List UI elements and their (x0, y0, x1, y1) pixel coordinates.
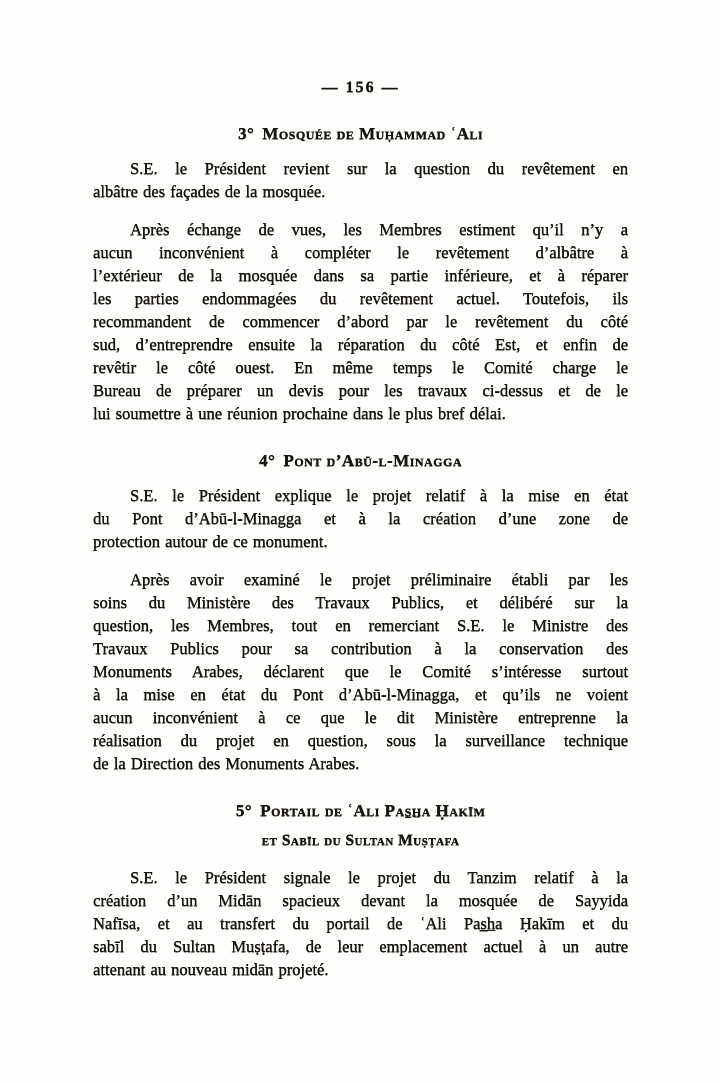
section-pont-abu-l-minagga (93, 449, 628, 775)
text-line: lui soumettre à une réunion prochaine dans le plus bref délai. (93, 404, 506, 423)
section-number: 5° (235, 801, 253, 820)
text-line: protection autour de ce monument. (93, 532, 328, 551)
text-line: S.E. le Président explique le projet relatif à la mise en état (130, 486, 628, 505)
section-number: 4° (259, 451, 276, 470)
text-line: réalisation du projet en question, sous la surveillance technique (93, 731, 628, 750)
text-line: l’extérieur de la mosquée dans sa partie inférieure, et à réparer (93, 266, 628, 285)
text-line: soins du Ministère des Travaux Publics, et délibéré sur la (93, 593, 628, 612)
text-line: albâtre des façades de la mosquée. (93, 182, 326, 201)
paragraph (93, 866, 628, 981)
section-heading (93, 122, 628, 146)
text-line: aucun inconvénient à compléter le revêtement d’albâtre à (93, 243, 628, 262)
section-title: Mosquée de Muḥammad ʿAli (262, 124, 484, 143)
text-line: aucun inconvénient à ce que le dit Ministère entreprenne la (93, 708, 628, 727)
text-line: Travaux Publics pour sa contribution à la conservation des (93, 639, 628, 658)
paragraph (93, 568, 628, 775)
text-line: Nafīsa, et au transfert du portail de ʿAli Pas̲h̲a Ḥakīm et du (93, 914, 628, 933)
section-mosquee-muhammad-ali (93, 122, 628, 425)
text-line: sabīl du Sultan Muṣṭafa, de leur emplacement actuel à un autre (93, 937, 628, 956)
section-portail-ali-pasha-hakim (93, 799, 628, 981)
paragraph (93, 218, 628, 425)
section-heading (93, 799, 628, 823)
section-heading (93, 449, 628, 473)
text-line: S.E. le Président revient sur la question du revêtement en (130, 159, 628, 178)
page-number: — 156 — (321, 79, 400, 96)
section-title: Portail de ʿAli Pas̲h̲a Ḥakīm (260, 801, 486, 820)
text-line: sud, d’entreprendre ensuite la réparation du côté Est, et enfin de (93, 335, 628, 354)
paragraph (93, 157, 628, 203)
text-line: S.E. le Président signale le projet du Tanzim relatif à la (130, 868, 628, 887)
text-line: Bureau de préparer un devis pour les travaux ci-dessus et de le (93, 381, 628, 400)
text-line: attenant au nouveau midān projeté. (93, 960, 329, 979)
text-line: de la Direction des Monuments Arabes. (93, 754, 360, 773)
section-title: Pont d’Abū-l-Minagga (283, 451, 462, 470)
text-line: à la mise en état du Pont d’Abū-l-Minagga, et qu’ils ne voient (93, 685, 628, 704)
text-line: création d’un Midān spacieux devant la mosquée de Sayyida (93, 891, 628, 910)
text-line: du Pont d’Abū-l-Minagga et à la création d’une zone de (93, 509, 628, 528)
text-line: les parties endommagées du revêtement actuel. Toutefois, ils (93, 289, 628, 308)
text-line: Après avoir examiné le projet préliminaire établi par les (130, 570, 628, 589)
section-subtitle: et Sabīl du Sultan Muṣṭafa (261, 832, 460, 849)
text-line: recommandent de commencer d’abord par le revêtement du côté (93, 312, 628, 331)
paragraph (93, 484, 628, 553)
section-number: 3° (237, 124, 255, 143)
text-line: revêtir le côté ouest. En même temps le Comité charge le (93, 358, 628, 377)
text-line: Après échange de vues, les Membres estiment qu’il n’y a (130, 220, 628, 239)
text-line: question, les Membres, tout en remerciant S.E. le Ministre des (93, 616, 628, 635)
text-line: Monuments Arabes, déclarent que le Comité s’intéresse surtout (93, 662, 628, 681)
